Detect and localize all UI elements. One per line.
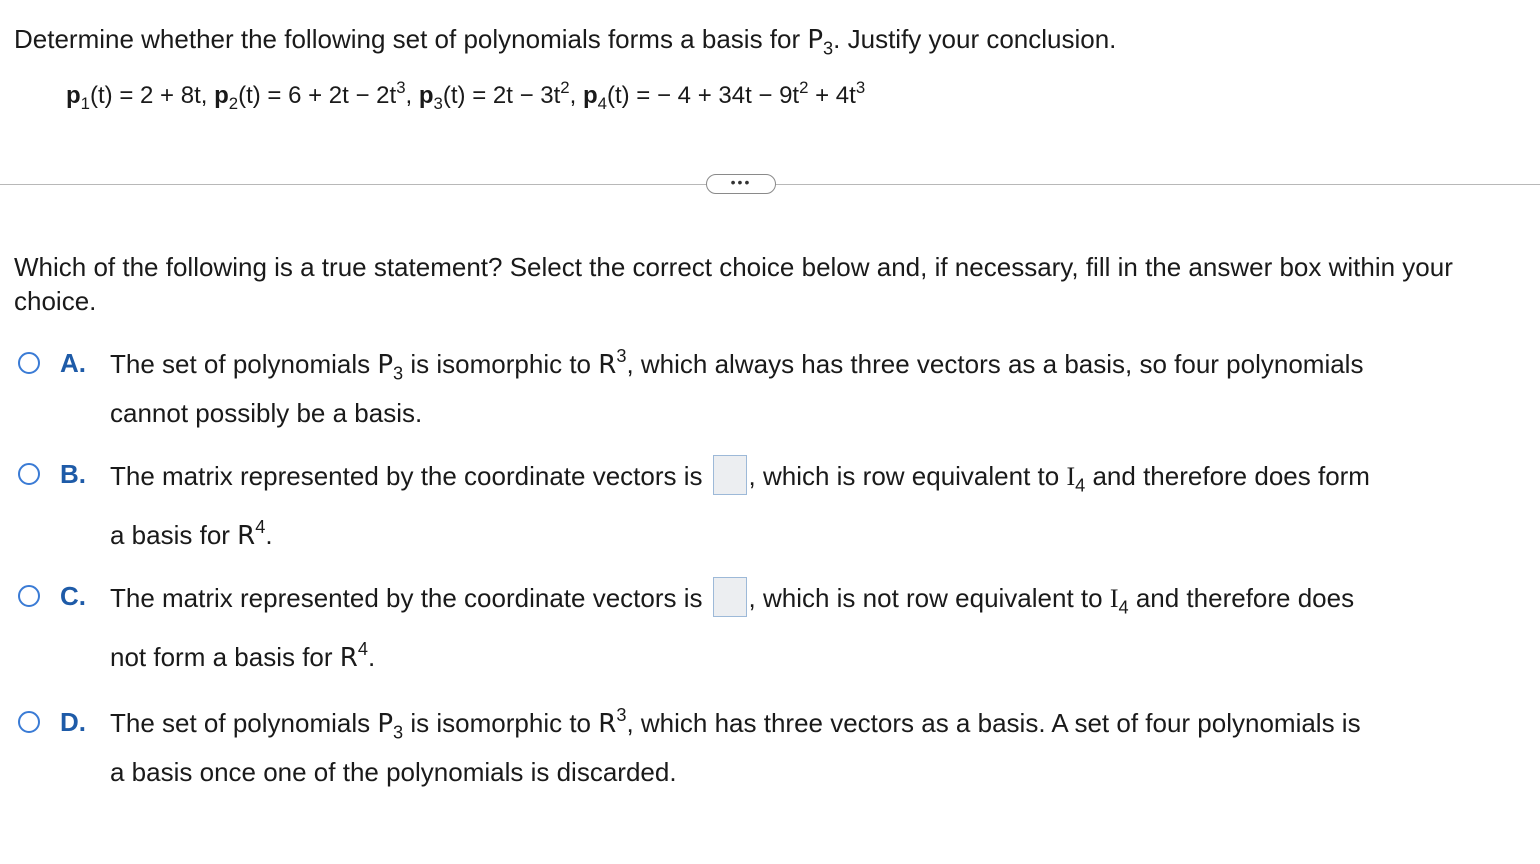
choice-c-text-1: The matrix represented by the coordinate vectors is [110, 583, 703, 613]
choice-a-text-1: The set of polynomials [110, 349, 378, 379]
choice-d-text-1: The set of polynomials [110, 708, 378, 738]
choice-b-identity-subscript: 4 [1075, 475, 1086, 496]
choice-b-text-2: , which is row equivalent to [748, 461, 1067, 491]
choice-a-letter: A. [60, 348, 86, 378]
choice-b-text-1: The matrix represented by the coordinate vectors is [110, 461, 703, 491]
choice-c-letter: C. [60, 581, 86, 611]
choice-c-line-2a: not form a basis for [110, 642, 340, 673]
choice-a-text [110, 348, 1530, 429]
p3-expression: (t) = 2t − 3t [442, 82, 561, 109]
choice-c-text-3: and therefore does [1128, 583, 1355, 613]
choice-b-letter: B. [60, 459, 86, 489]
choice-b-radio[interactable] [18, 463, 40, 485]
p2-subscript: 2 [228, 93, 239, 113]
choice-c-line-2b: . [367, 642, 376, 673]
p1-name: p [66, 82, 81, 109]
choice-b-line-2b: . [265, 520, 273, 551]
prompt-text: Which of the following is a true statement? Select the correct choice below and, if necessary, fill in the answer box within your choice. [14, 252, 1453, 316]
question-suffix: . Justify your conclusion. [833, 24, 1117, 54]
p4-exponent-2: 3 [855, 77, 866, 97]
choice-b-text-3: and therefore does form [1085, 461, 1370, 491]
more-button[interactable]: ••• [706, 174, 776, 194]
p1-subscript: 1 [80, 93, 91, 113]
choice-c-text [110, 580, 1530, 676]
choice-a-text-3: , which always has three vectors as a basis, so four polynomials [626, 349, 1364, 379]
p4-exponent-1: 2 [799, 77, 809, 97]
choice-d-radio[interactable] [18, 711, 40, 733]
choice-c-r-symbol: R [339, 643, 358, 674]
choice-b-text [110, 458, 1530, 554]
p2-separator: , [405, 82, 419, 109]
choice-d-line-2: a basis once one of the polynomials is discarded. [110, 757, 677, 787]
question-text [14, 22, 1116, 57]
choice-a-p-symbol: P [377, 350, 394, 380]
choice-d-text-3: , which has three vectors as a basis. A set of four polynomials is [626, 708, 1361, 738]
choice-c-identity-symbol: I [1109, 584, 1119, 613]
choice-d-text [110, 707, 1530, 788]
p1-expression: (t) = 2 + 8t, [90, 82, 215, 109]
p3-subscript: 3 [433, 93, 443, 113]
choice-d-r-superscript: 3 [616, 705, 627, 726]
choice-d-r-symbol: R [598, 709, 617, 739]
choice-b-line-2a: a basis for [110, 520, 238, 551]
choice-b-identity-symbol: I [1066, 462, 1076, 491]
choice-c-r-superscript: 4 [357, 639, 368, 660]
choice-a-radio[interactable] [18, 352, 40, 374]
choice-b-r-superscript: 4 [255, 517, 266, 538]
polynomial-list [66, 76, 865, 116]
choice-c-answer-box[interactable] [713, 577, 747, 617]
p4-expression-b: + 4t [808, 82, 856, 109]
p4-subscript: 4 [597, 93, 607, 113]
question-prefix: Determine whether the following set of polynomials forms a basis for [14, 24, 808, 54]
p2-name: p [214, 82, 229, 109]
choice-c-text-2: , which is not row equivalent to [748, 583, 1110, 613]
p4-expression: (t) = − 4 + 34t − 9t [606, 82, 800, 109]
choice-b-answer-box[interactable] [713, 455, 747, 495]
p3-space-symbol: P [807, 25, 824, 55]
p3-exponent: 2 [560, 77, 570, 97]
p2-exponent: 3 [396, 77, 406, 97]
choice-d-p-subscript: 3 [393, 722, 404, 743]
choice-c-radio[interactable] [18, 585, 40, 607]
choice-d-letter: D. [60, 707, 86, 737]
choice-b-r-symbol: R [237, 521, 256, 552]
choice-a-p-subscript: 3 [393, 363, 404, 384]
choice-a-text-2: is isomorphic to [403, 349, 599, 379]
p2-expression: (t) = 6 + 2t − 2t [238, 82, 397, 109]
choice-d-p-symbol: P [377, 709, 394, 739]
choice-d-text-2: is isomorphic to [403, 708, 599, 738]
choice-a-r-superscript: 3 [616, 346, 627, 367]
choice-c-identity-subscript: 4 [1118, 597, 1129, 618]
choice-a-line-2: cannot possibly be a basis. [110, 398, 423, 428]
p3-space-subscript: 3 [823, 38, 834, 59]
p3-separator: , [569, 82, 583, 109]
p3-name: p [418, 82, 434, 109]
p4-name: p [582, 82, 598, 109]
choice-a-r-symbol: R [598, 350, 617, 380]
